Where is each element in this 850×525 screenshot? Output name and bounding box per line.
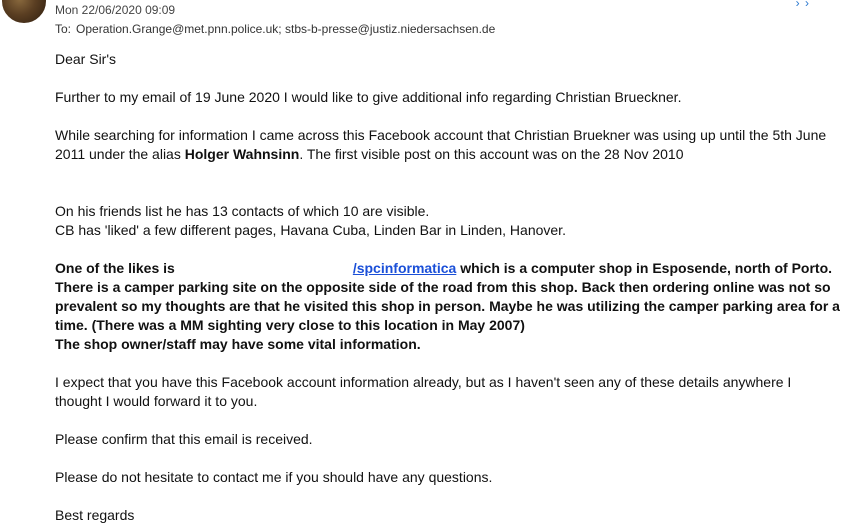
alias-name: Holger Wahnsinn (184, 146, 300, 162)
paragraph-4 (55, 259, 840, 335)
paragraph-1: Further to my email of 19 June 2020 I would like to give additional info regarding Christian Brueckner. (55, 89, 682, 105)
to-line (55, 22, 495, 36)
email-date: Mon 22/06/2020 09:09 (55, 3, 176, 17)
paragraph-3-line-2: CB has 'liked' a few different pages, Havana Cuba, Linden Bar in Linden, Hanover. (55, 222, 566, 238)
sender-avatar[interactable] (1, 0, 47, 24)
paragraph-4-line-2 (55, 335, 840, 354)
redacted-area (175, 261, 353, 275)
header-actions[interactable]: › › (795, 0, 810, 10)
spcinformatica-link[interactable]: /spcinformatica (352, 260, 457, 276)
greeting: Dear Sir's (55, 51, 117, 67)
paragraph-3-line-1: On his friends list he has 13 contacts of which 10 are visible. (55, 203, 430, 219)
to-label: To: (55, 22, 72, 36)
signoff: Best regards (55, 507, 135, 523)
paragraph-2 (55, 126, 840, 164)
paragraph-4-line-2-text: The shop owner/staff may have some vital information. (55, 336, 421, 352)
recipients[interactable]: Operation.Grange@met.pnn.police.uk; stbs-b-presse@justiz.niedersachsen.de (76, 22, 496, 36)
paragraph-4-start: One of the likes is (55, 260, 175, 276)
email-body (55, 50, 840, 525)
paragraph-6: Please confirm that this email is received. (55, 431, 313, 447)
paragraph-7: Please do not hesitate to contact me if you should have any questions. (55, 469, 493, 485)
paragraph-5: I expect that you have this Facebook account information already, but as I haven't seen any of these details anywhere I thought I would forward it to you. (55, 374, 792, 409)
paragraph-4-rest: which is a computer shop in Esposende, north of Porto. There is a camper parking site on the opposite side of the road from this shop. Back then ordering online was not so prevalent so my thoughts are that he visited this shop in person. Maybe he was utilizing the camper parking area for a time. (There was a MM sighting very close to this location in May 2007) (55, 260, 840, 333)
paragraph-2-before: While searching for information I came across this Facebook account that Christian Bruekner was using up until the 5th June 2011 under the alias (55, 127, 827, 162)
paragraph-2-after: . The first visible post on this account was on the 28 Nov 2010 (299, 146, 684, 162)
